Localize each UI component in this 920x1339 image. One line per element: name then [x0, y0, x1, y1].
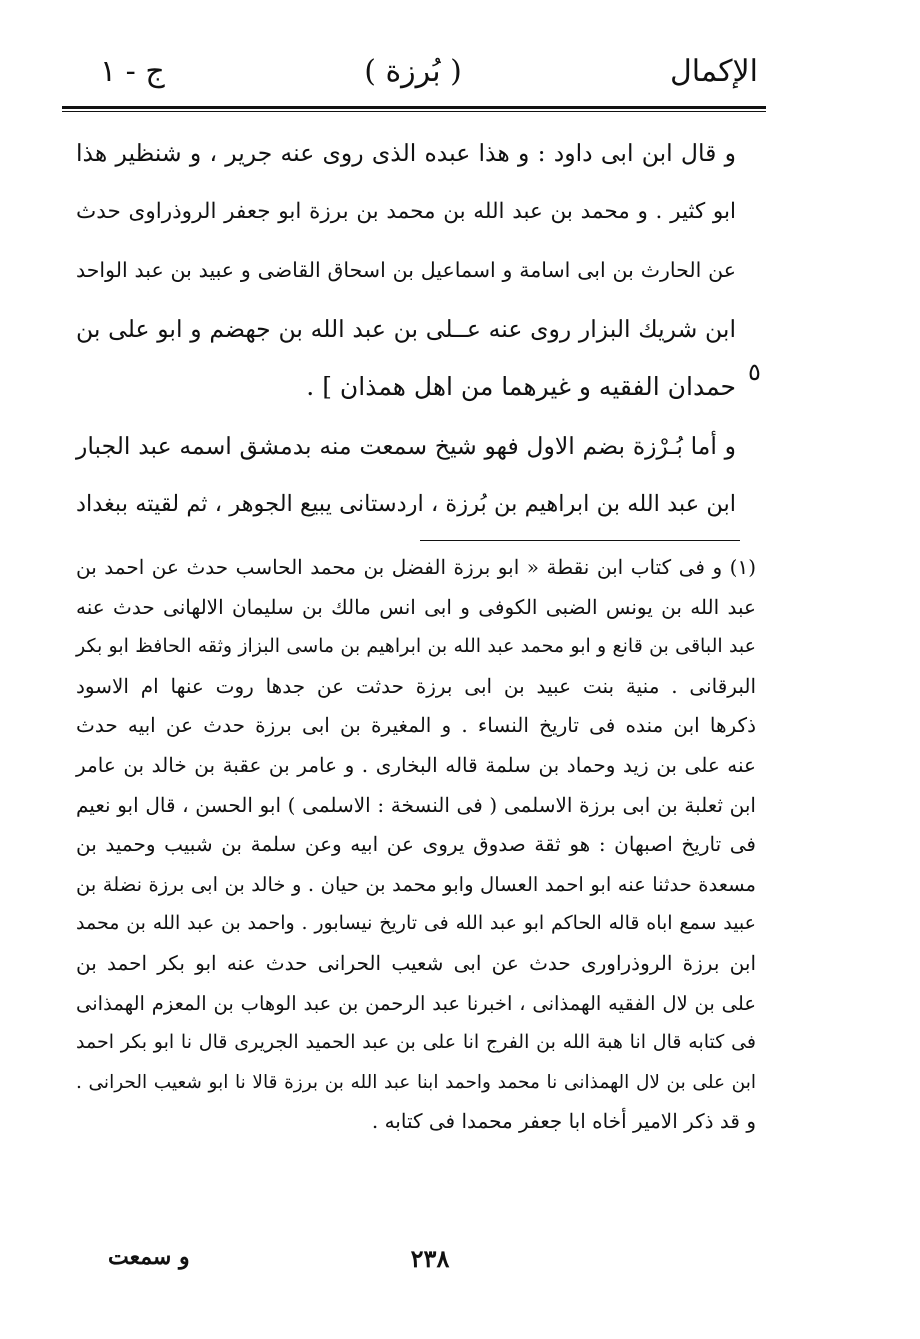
main-text	[76, 124, 736, 534]
entry-title: ( بُرزة )	[364, 54, 462, 89]
main-line: ابن عبد الله بن ابراهيم بن بُرزة ، اردستانى يبيع الجوهر ، ثم لقيته ببغداد	[76, 491, 736, 517]
footnote-line: عبيد سمع اباه قاله الحاكم ابو عبد الله فى تاريخ نيسابور . واحمد بن عبد الله بن محمد	[76, 912, 756, 935]
main-line: ابن شريك البزار روى عنه عــلى بن عبد الله بن جهضم و ابو على بن	[76, 314, 736, 343]
book-title: الإكمال	[669, 54, 758, 89]
footnote-line: ذكرها ابن منده فى تاريخ النساء . و المغيرة بن ابى برزة حدث عن ابيه حدث	[76, 713, 756, 738]
footnote-line: (١) و فى كتاب ابن نقطة « ابو برزة الفضل بن محمد الحاسب حدث عن احمد بن	[76, 555, 756, 579]
footnote-line: ابن برزة الروذراورى حدث عن ابى شعيب الحرانى حدث عنه ابو بكر احمد بن	[76, 950, 756, 975]
line-number-marker: ٥	[748, 358, 761, 386]
volume-label: ج - ١	[100, 54, 165, 89]
catchword: و سمعت	[108, 1244, 190, 1270]
footnote-line: فى كتابه قال انا هبة الله بن الفرج انا على بن عبد الحميد الجريرى قال نا ابو بكر احمد	[76, 1031, 756, 1054]
footnote-line: عبد الله بن يونس الضبى الكوفى و ابى انس مالك بن سليمان الالهانى حدث عنه	[76, 594, 756, 619]
main-line: حمدان الفقيه و غيرهما من اهل همذان ] .	[306, 372, 736, 401]
header-rule-thick	[62, 106, 766, 109]
header-rule-thin	[62, 111, 766, 112]
main-line: و قال ابن ابى داود : و هذا عبده الذى روى عنه جرير ، و شنظير هذا	[76, 139, 736, 167]
footnote-line: مسعدة حدثنا عنه ابو احمد العسال وابو محمد بن حيان . و خالد بن ابى برزة نضلة بن	[76, 872, 756, 896]
footnote-line: ابن ثعلبة بن ابى برزة الاسلمى ( فى النسخة : الاسلمى ) ابو الحسن ، قال ابو نعيم	[76, 792, 756, 817]
main-line: و أما بُـرْزة بضم الاول فهو شيخ سمعت منه بدمشق اسمه عبد الجبار	[76, 431, 736, 460]
footnote-line: فى تاريخ اصبهان : هو ثقة صدوق يروى عن ابيه وعن سلمة بن شبيب وحميد بن	[76, 832, 756, 857]
footnote-line: عنه على بن زيد وحماد بن سلمة قاله البخارى . و عامر بن عقبة بن خالد بن عامر	[76, 752, 756, 777]
footnote-separator	[420, 540, 740, 541]
main-line: عن الحارث بن ابى اسامة و اسماعيل بن اسحاق القاضى و عبيد بن عبد الواحد	[76, 258, 736, 282]
main-line: ابو كثير . و محمد بن عبد الله بن محمد بن برزة ابو جعفر الروذراوى حدث	[76, 198, 736, 224]
footnote-line: عبد الباقى بن قانع و ابو محمد عبد الله بن ابراهيم بن ماسى البزاز وثقه الحافظ ابو بكر	[76, 635, 756, 658]
footnote-line: و قد ذكر الامير أخاه ابا جعفر محمدا فى كتابه .	[371, 1109, 756, 1134]
footnote-line: ابن على بن لال الهمذانى نا محمد واحمد ابنا عبد الله بن برزة قالا نا ابو شعيب الحرانى .	[76, 1071, 756, 1093]
footnote-line: على بن لال الفقيه الهمذانى ، اخبرنا عبد الرحمن بن عبد الوهاب بن المعزم الهمذانى	[76, 991, 756, 1015]
footnotes	[76, 548, 756, 1142]
running-header	[60, 50, 766, 100]
page-number: ٢٣٨	[410, 1244, 450, 1273]
footnote-line: البرقانى . منية بنت عبيد بن ابى برزة حدثت عن جدها روت عنها ام الاسود	[76, 673, 756, 698]
